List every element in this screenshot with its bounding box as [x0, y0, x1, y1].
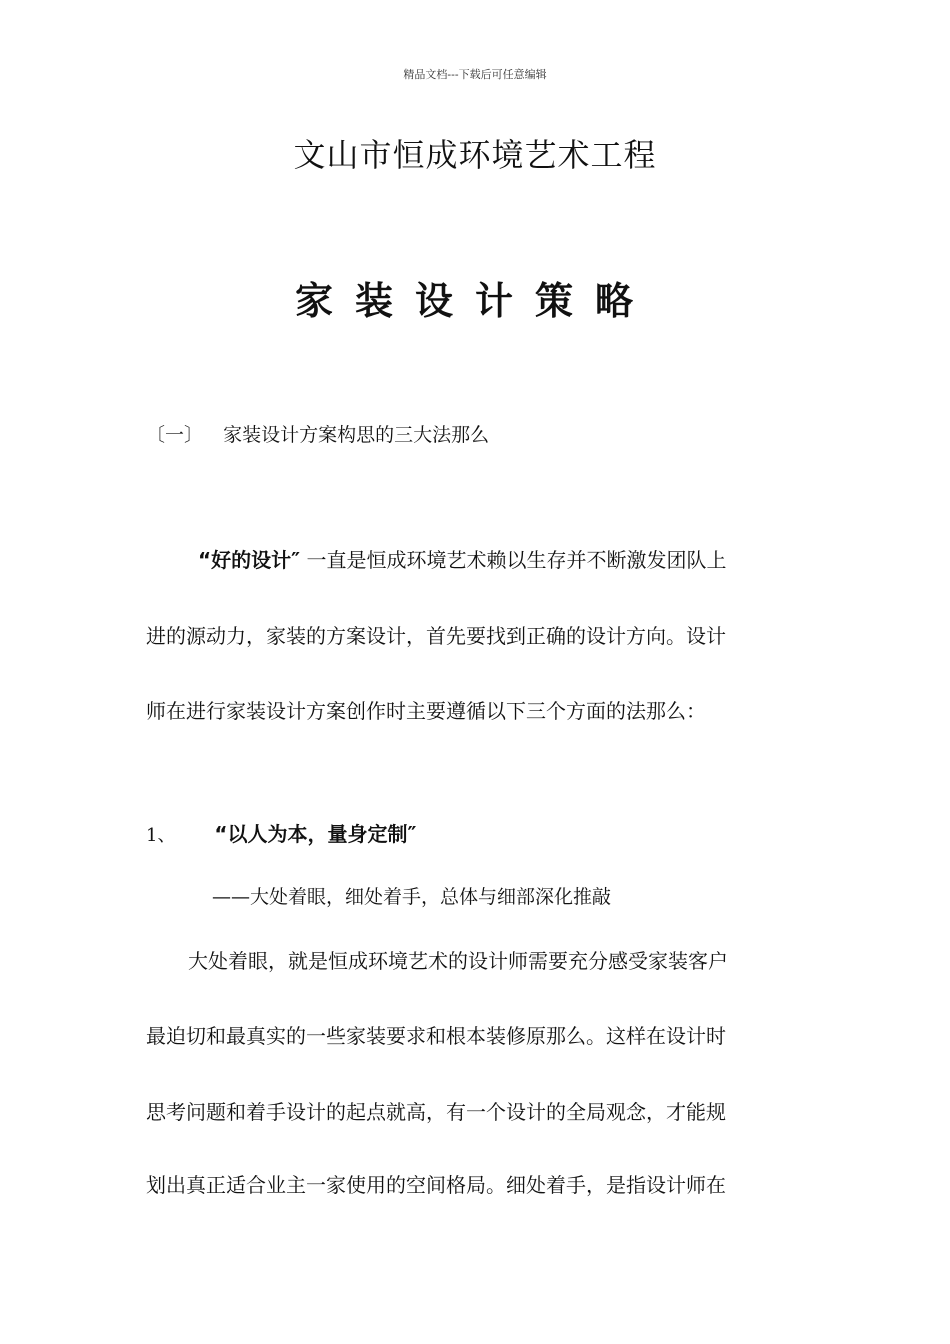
intro-line-1-text: 一直是恒成环境艺术赖以生存并不断激发团队上 — [306, 548, 727, 572]
item-1-heading-text: “以人为本，量身定制″ — [214, 822, 417, 846]
section-number: 〔一〕 — [146, 424, 204, 446]
item-1-line-1: 大处着眼，就是恒成环境艺术的设计师需要充分感受家装客户 — [188, 949, 728, 973]
item-1-line-2: 最迫切和最真实的一些家装要求和根本装修原那么。这样在设计时 — [146, 1024, 726, 1048]
item-1-number: 1、 — [146, 825, 176, 846]
item-1-subheading: ——大处着眼，细处着手，总体与细部深化推敲 — [212, 886, 612, 908]
page-header: 精品文档---下载后可任意编辑 — [403, 68, 547, 81]
item-1-heading — [146, 818, 416, 847]
intro-line-1 — [146, 544, 858, 573]
section-heading-text: 家装设计方案构思的三大法那么 — [223, 424, 490, 446]
item-1-line-4: 划出真正适合业主一家使用的空间格局。细处着手，是指设计师在 — [146, 1173, 726, 1197]
intro-quote: “好的设计″ — [198, 548, 301, 572]
intro-line-3: 师在进行家装设计方案创作时主要遵循以下三个方面的法那么： — [146, 699, 706, 723]
section-heading — [146, 420, 489, 447]
item-1-line-3: 思考问题和着手设计的起点就高，有一个设计的全局观念，才能规 — [146, 1100, 726, 1124]
document-title: 家装设计策略 — [294, 279, 655, 323]
company-title: 文山市恒成环境艺术工程 — [293, 136, 657, 174]
intro-line-2: 进的源动力，家装的方案设计，首先要找到正确的设计方向。设计 — [146, 624, 726, 648]
